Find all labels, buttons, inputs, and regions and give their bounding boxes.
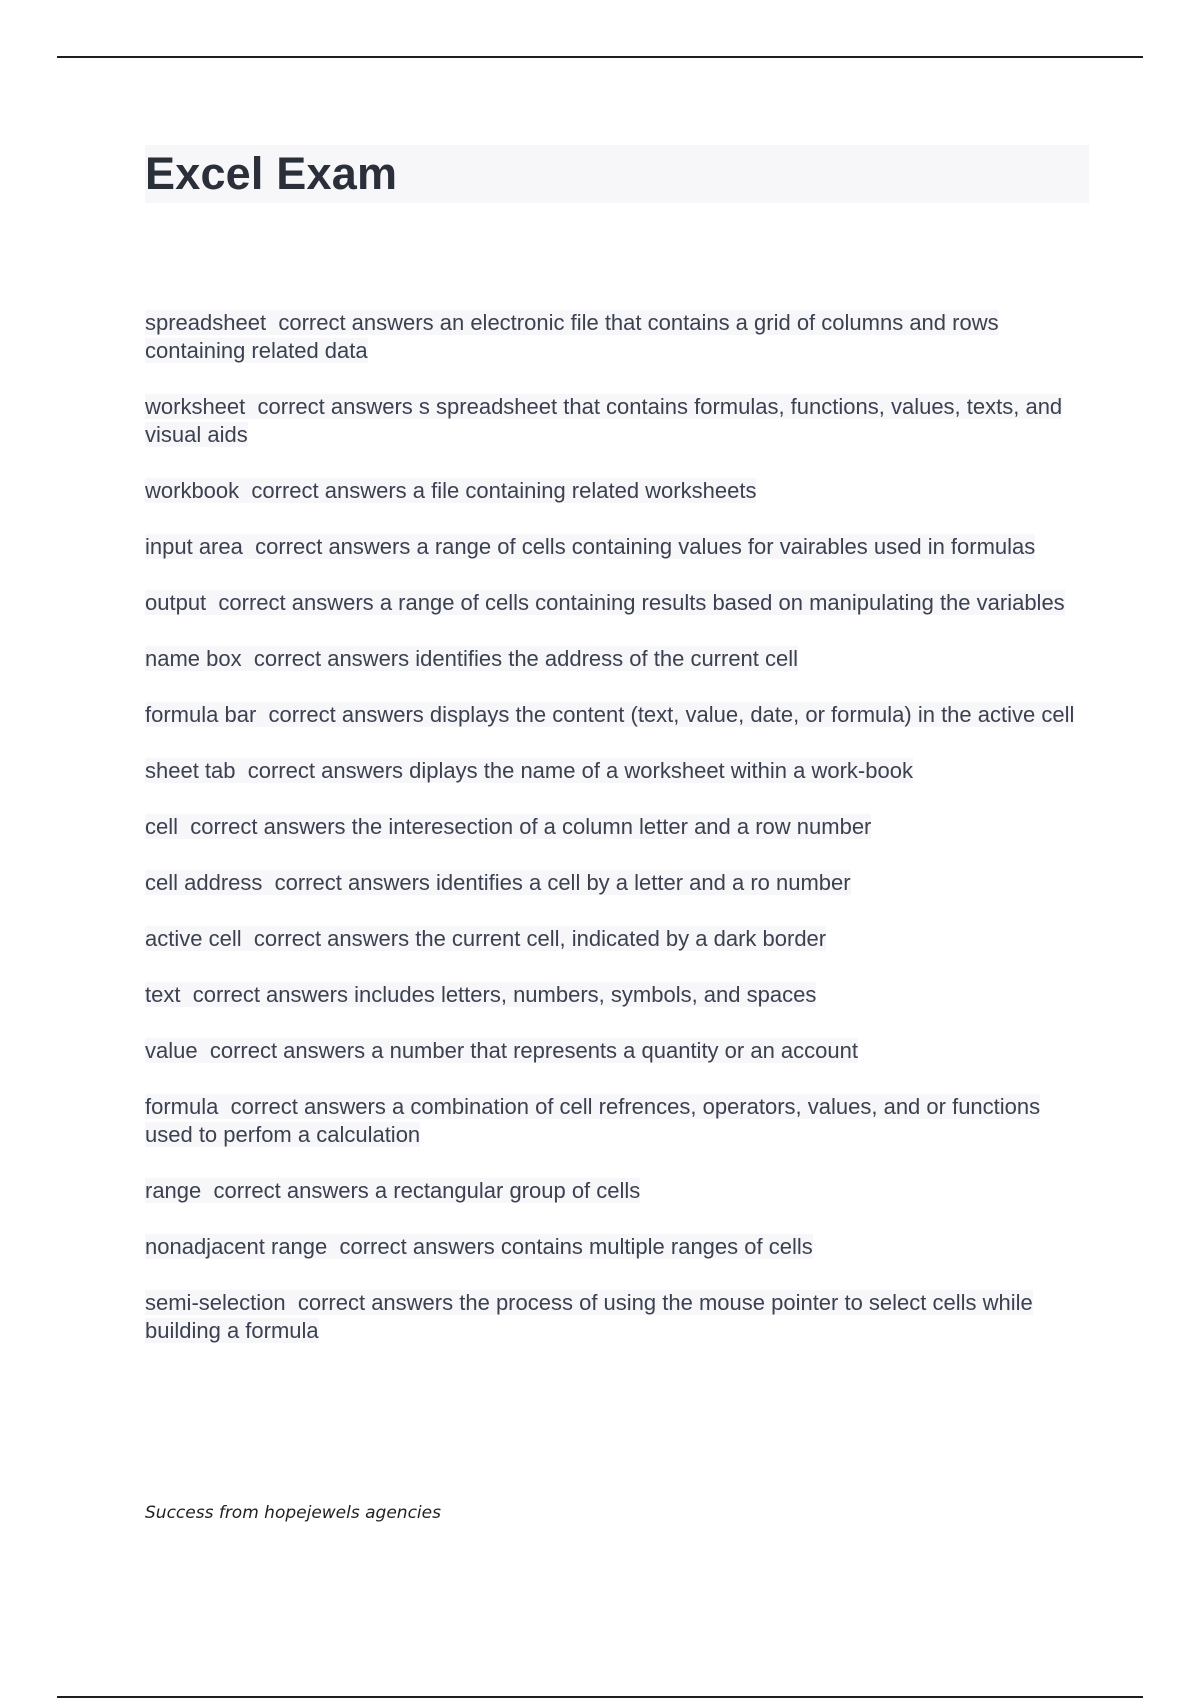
flashcard-answer: a file containing related worksheets	[412, 478, 757, 503]
flashcard-text	[145, 702, 1074, 727]
flashcard-term: workbook	[145, 478, 240, 503]
flashcard-connector: correct answers	[257, 394, 413, 419]
flashcard-answer: a range of cells containing results based on manipulating the variables	[379, 590, 1065, 615]
flashcard-term: name box	[145, 646, 242, 671]
flashcard-entry	[145, 813, 1089, 841]
top-rule	[57, 56, 1143, 58]
flashcard-term: output	[145, 590, 207, 615]
flashcard-text	[145, 394, 1062, 447]
flashcard-text	[145, 870, 851, 895]
flashcard-entry	[145, 477, 1089, 505]
flashcard-answer: a rectangular group of cells	[374, 1178, 641, 1203]
flashcard-entry	[145, 757, 1089, 785]
flashcard-entry	[145, 1177, 1089, 1205]
flashcard-connector: correct answers	[190, 814, 346, 839]
flashcard-answer: the process of using the mouse pointer to select cells while building a formula	[145, 1290, 1033, 1343]
title-band	[145, 145, 1089, 203]
document-title: Excel Exam	[145, 148, 398, 199]
flashcard-entry	[145, 981, 1089, 1009]
flashcard-term: input area	[145, 534, 243, 559]
flashcard-answer: an electronic file that contains a grid of columns and rows containing related data	[145, 310, 999, 363]
flashcard-answer: a combination of cell refrences, operators, values, and or functions used to perfom a calculation	[145, 1094, 1041, 1147]
flashcard-connector: correct answers	[218, 590, 374, 615]
flashcard-text	[145, 534, 1035, 559]
flashcard-term: cell address	[145, 870, 263, 895]
flashcard-connector: correct answers	[213, 1178, 369, 1203]
flashcard-connector: correct answers	[278, 310, 434, 335]
flashcard-answer: displays the content (text, value, date, or formula) in the active cell	[429, 702, 1075, 727]
flashcard-term: semi-selection	[145, 1290, 286, 1315]
flashcard-connector: correct answers	[209, 1038, 366, 1063]
flashcard-text	[145, 590, 1065, 615]
flashcard-entry	[145, 701, 1089, 729]
flashcard-connector: correct answers	[230, 1094, 386, 1119]
flashcard-entry	[145, 925, 1089, 953]
flashcard-term: value	[145, 1038, 198, 1063]
flashcard-answer: identifies a cell by a letter and a ro number	[436, 870, 851, 895]
flashcard-entry	[145, 1289, 1089, 1345]
flashcard-text	[145, 814, 871, 839]
flashcard-answer: the interesection of a column letter and a row number	[351, 814, 872, 839]
flashcard-text	[145, 1038, 858, 1063]
flashcard-term: worksheet	[145, 394, 246, 419]
flashcard-text	[145, 478, 756, 503]
flashcard-answer: identifies the address of the current cell	[415, 646, 799, 671]
flashcard-connector: correct answers	[297, 1290, 454, 1315]
flashcard-answer: includes letters, numbers, symbols, and spaces	[354, 982, 817, 1007]
flashcard-connector: correct answers	[339, 1234, 495, 1259]
flashcard-entry	[145, 309, 1089, 365]
flashcard-text	[145, 1178, 640, 1203]
flashcard-answer: diplays the name of a worksheet within a work-book	[409, 758, 913, 783]
flashcard-answer: contains multiple ranges of cells	[500, 1234, 813, 1259]
flashcard-connector: correct answers	[255, 534, 411, 559]
flashcard-text	[145, 1094, 1040, 1147]
flashcard-answer: a range of cells containing values for vairables used in formulas	[416, 534, 1036, 559]
flashcard-entry	[145, 1037, 1089, 1065]
flashcard-term: formula bar	[145, 702, 257, 727]
flashcard-connector: correct answers	[274, 870, 430, 895]
flashcard-connector: correct answers	[253, 926, 410, 951]
flashcard-term: cell	[145, 814, 179, 839]
flashcard-entry	[145, 589, 1089, 617]
flashcard-connector: correct answers	[251, 478, 407, 503]
flashcard-text	[145, 1290, 1033, 1343]
flashcard-text	[145, 926, 826, 951]
flashcard-connector: correct answers	[268, 702, 424, 727]
flashcard-term: text	[145, 982, 181, 1007]
flashcard-term: sheet tab	[145, 758, 236, 783]
flashcard-term: range	[145, 1178, 202, 1203]
flashcard-text	[145, 646, 798, 671]
footer-note: Success from hopejewels agencies	[145, 1503, 441, 1523]
flashcard-entry	[145, 1233, 1089, 1261]
flashcard-answer: the current cell, indicated by a dark border	[415, 926, 827, 951]
flashcard-connector: correct answers	[253, 646, 410, 671]
flashcard-term: nonadjacent range	[145, 1234, 328, 1259]
flashcard-connector: correct answers	[192, 982, 348, 1007]
flashcard-text	[145, 758, 913, 783]
flashcard-term: active cell	[145, 926, 242, 951]
flashcard-entry	[145, 1093, 1089, 1149]
flashcard-connector: correct answers	[247, 758, 404, 783]
flashcard-entry	[145, 393, 1089, 449]
flashcard-entry	[145, 533, 1089, 561]
document-body	[145, 145, 1089, 1373]
flashcard-term: formula	[145, 1094, 219, 1119]
flashcard-list	[145, 309, 1089, 1345]
flashcard-entry	[145, 869, 1089, 897]
flashcard-answer: a number that represents a quantity or an account	[371, 1038, 858, 1063]
flashcard-text	[145, 310, 999, 363]
flashcard-entry	[145, 645, 1089, 673]
flashcard-text	[145, 982, 816, 1007]
flashcard-answer: s spreadsheet that contains formulas, functions, values, texts, and visual aids	[145, 394, 1063, 447]
flashcard-term: spreadsheet	[145, 310, 267, 335]
bottom-rule	[57, 1696, 1143, 1698]
flashcard-text	[145, 1234, 813, 1259]
